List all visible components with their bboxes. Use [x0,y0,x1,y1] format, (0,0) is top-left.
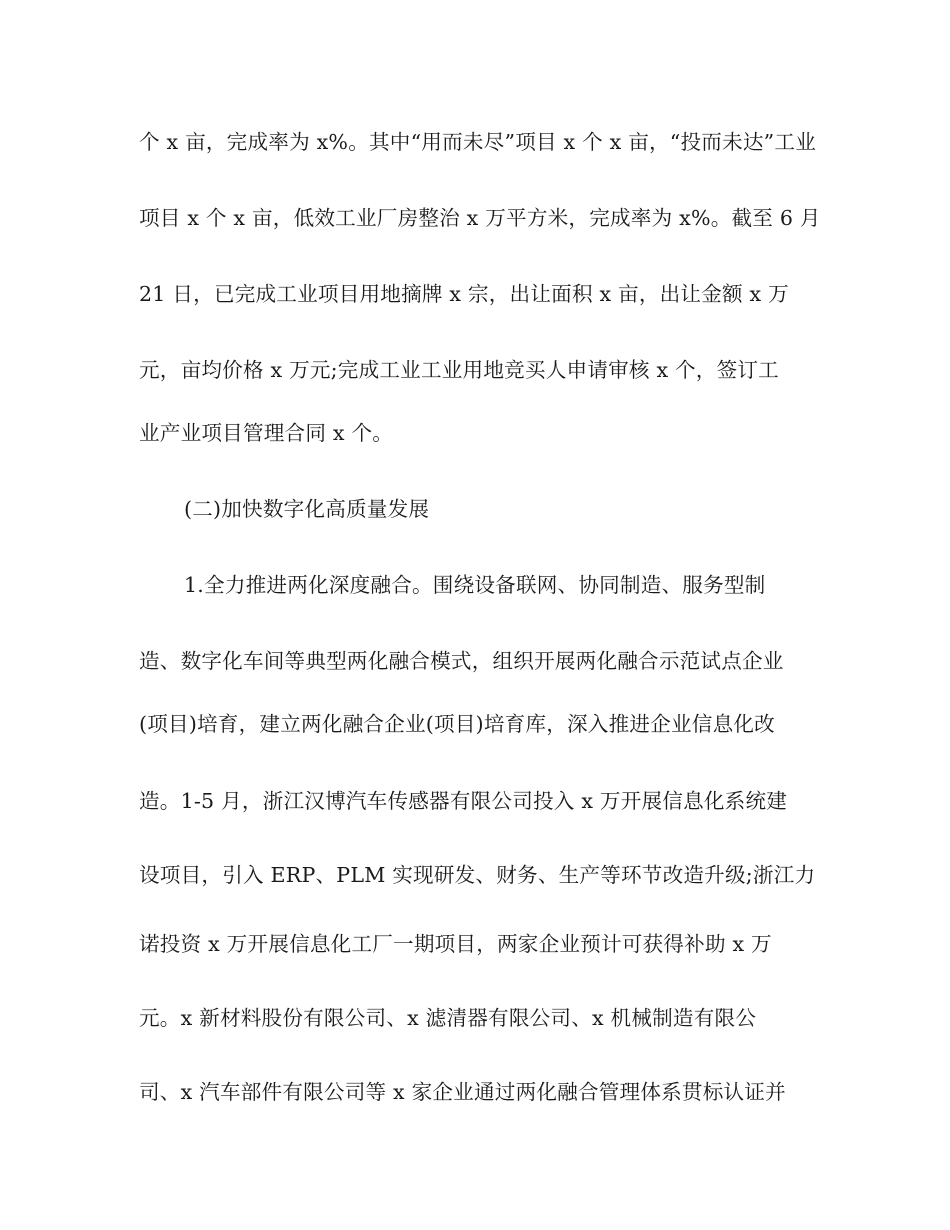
text-line: 业产业项目管理合同 x 个。 [139,421,394,445]
text-line: 元，亩均价格 x 万元;完成工业工业用地竞买人申请审核 x 个，签订工 [139,358,779,382]
text-line: 司、x 汽车部件有限公司等 x 家企业通过两化融合管理体系贯标认证并 [139,1080,786,1104]
text-line: 个 x 亩，完成率为 x%。其中“用而未尽”项目 x 个 x 亩，“投而未达”工业 [139,130,817,154]
text-line: (项目)培育，建立两化融合企业(项目)培育库，深入推进企业信息化改 [139,712,775,736]
text-line: 项目 x 个 x 亩，低效工业厂房整治 x 万平方米，完成率为 x%。截至 6 月 [139,206,821,230]
text-line: 21 日，已完成工业项目用地摘牌 x 宗，出让面积 x 亩，出让金额 x 万 [139,282,789,306]
text-line: 造、数字化车间等典型两化融合模式，组织开展两化融合示范试点企业 [139,649,784,673]
text-line: 造。1-5 月，浙江汉博汽车传感器有限公司投入 x 万开展信息化系统建 [139,789,788,813]
text-line: 元。x 新材料股份有限公司、x 滤清器有限公司、x 机械制造有限公 [139,1006,757,1030]
text-line: 诺投资 x 万开展信息化工厂一期项目，两家企业预计可获得补助 x 万 [139,932,772,956]
text-line: 设项目，引入 ERP、PLM 实现研发、财务、生产等环节改造升级;浙江力 [139,863,816,887]
section-heading: (二)加快数字化高质量发展 [184,497,430,521]
paragraph-start: 1.全力推进两化深度融合。围绕设备联网、协同制造、服务型制 [184,573,766,597]
